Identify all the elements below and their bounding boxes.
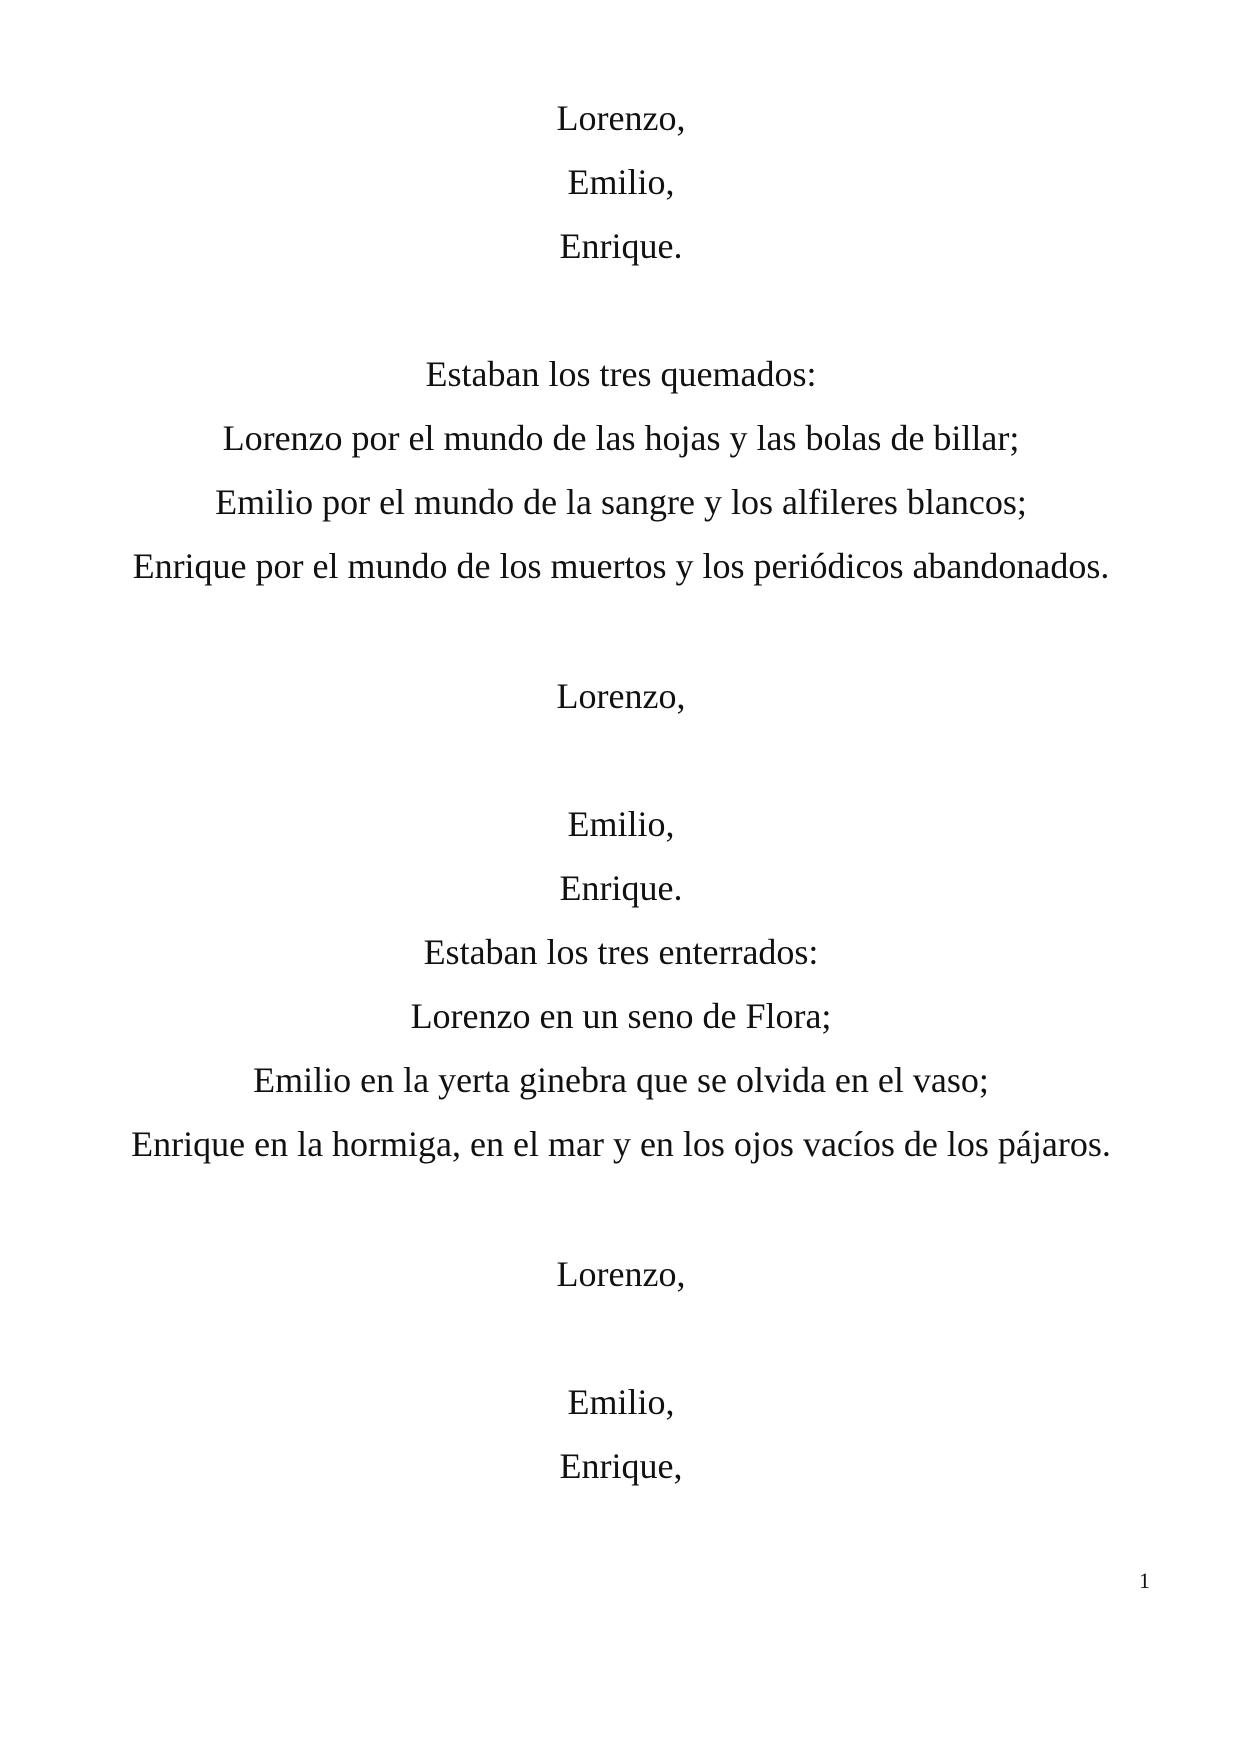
poem-line-13: Emilio en la yerta ginebra que se olvida en el vaso;	[253, 1060, 989, 1100]
poem-line-11: Estaban los tres enterrados:	[423, 932, 819, 972]
page-number: 1	[1139, 1568, 1150, 1593]
poem-line-17: Enrique,	[559, 1446, 683, 1486]
poem-line-9: Emilio,	[567, 804, 675, 844]
poem-line-15: Lorenzo,	[556, 1254, 686, 1294]
poem-line-5: Lorenzo por el mundo de las hojas y las bolas de billar;	[222, 418, 1020, 458]
poem-line-10: Enrique.	[559, 868, 683, 908]
poem-line-7: Enrique por el mundo de los muertos y los periódicos abandonados.	[132, 546, 1110, 586]
poem-line-6: Emilio por el mundo de la sangre y los alfileres blancos;	[215, 482, 1027, 522]
poem-line-12: Lorenzo en un seno de Flora;	[410, 996, 832, 1036]
poem-line-4: Estaban los tres quemados:	[425, 354, 817, 394]
poem-line-8: Lorenzo,	[556, 676, 686, 716]
poem-line-1: Lorenzo,	[556, 98, 686, 138]
poem-line-16: Emilio,	[567, 1382, 675, 1422]
poem-line-2: Emilio,	[567, 162, 675, 202]
poem-line-14: Enrique en la hormiga, en el mar y en los ojos vacíos de los pájaros.	[131, 1124, 1111, 1164]
poem-line-3: Enrique.	[559, 226, 683, 266]
